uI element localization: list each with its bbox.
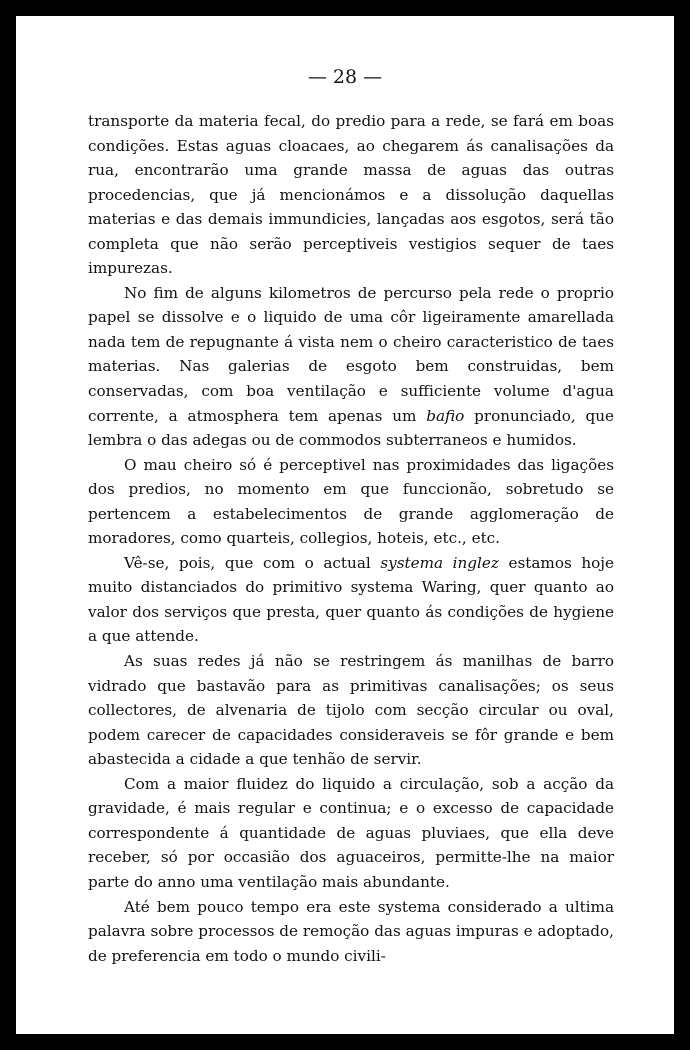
italic-term-systema-inglez: systema inglez xyxy=(380,553,499,572)
paragraph-2-text-before: No fim de alguns kilometros de percurso pela rede o proprio papel se dissolve e o liquido de uma côr ligeiramente amarellada nada tem de repugnante á vista nem o cheiro caracteristico de taes materias. Nas galerias de esgoto bem construidas, bem conservadas, com boa ventilação e sufficiente volume d'agua corrente, a atmosphera tem apenas um xyxy=(88,283,614,425)
paragraph-1: transporte da materia fecal, do predio para a rede, se fará em boas condições. Estas aguas cloacaes, ao chegarem ás canalisações da rua, encontrarão uma grande massa de aguas das outras procedencias, que já mencionámos e a dissolução daquellas materias e das demais immundicies, lançadas aos esgotos, será tão completa que não serão perceptiveis vestigios sequer de taes impurezas. xyxy=(88,112,614,278)
page-number: — 28 — xyxy=(307,66,383,88)
body-text xyxy=(88,109,614,968)
paragraph-6: Com a maior fluidez do liquido a circulação, sob a acção da gravidade, é mais regular e continua; e o excesso de capacidade correspondente á quantidade de aguas pluviaes, que ella deve receber, só por occasião dos aguaceiros, permitte-lhe na maior parte do anno uma ventilação mais abundante. xyxy=(88,774,614,891)
paragraph-3: O mau cheiro só é perceptivel nas proximidades das ligações dos predios, no momento em que funccionão, sobretudo se pertencem a estabelecimentos de grande agglomeração de moradores, como quarteis, collegios, hoteis, etc., etc. xyxy=(88,455,614,548)
paragraph-4-text-after: estamos hoje muito distanciados do primitivo systema Waring, quer quanto ao valor dos serviços que presta, quer quanto ás condições de hygiene a que attende. xyxy=(88,553,614,646)
italic-term-bafio: bafio xyxy=(426,406,465,425)
paragraph-2 xyxy=(88,281,614,453)
paragraph-5: As suas redes já não se restringem ás manilhas de barro vidrado que bastavão para as primitivas canalisações; os seus collectores, de alvenaria de tijolo com secção circular ou oval, podem carecer de capacidades consideraveis se fôr grande e bem abastecida a cidade a que tenhão de servir. xyxy=(88,652,614,769)
paragraph-2-text-after: pronunciado, que lembra o das adegas ou de commodos subterraneos e humidos. xyxy=(88,406,614,450)
paragraph-4 xyxy=(88,551,614,649)
book-page xyxy=(16,16,674,1034)
paragraph-7: Até bem pouco tempo era este systema considerado a ultima palavra sobre processos de remoção das aguas impuras e adoptado, de preferencia em todo o mundo civili- xyxy=(88,897,614,965)
paragraph-4-text-before: Vê-se, pois, que com o actual xyxy=(124,553,381,572)
